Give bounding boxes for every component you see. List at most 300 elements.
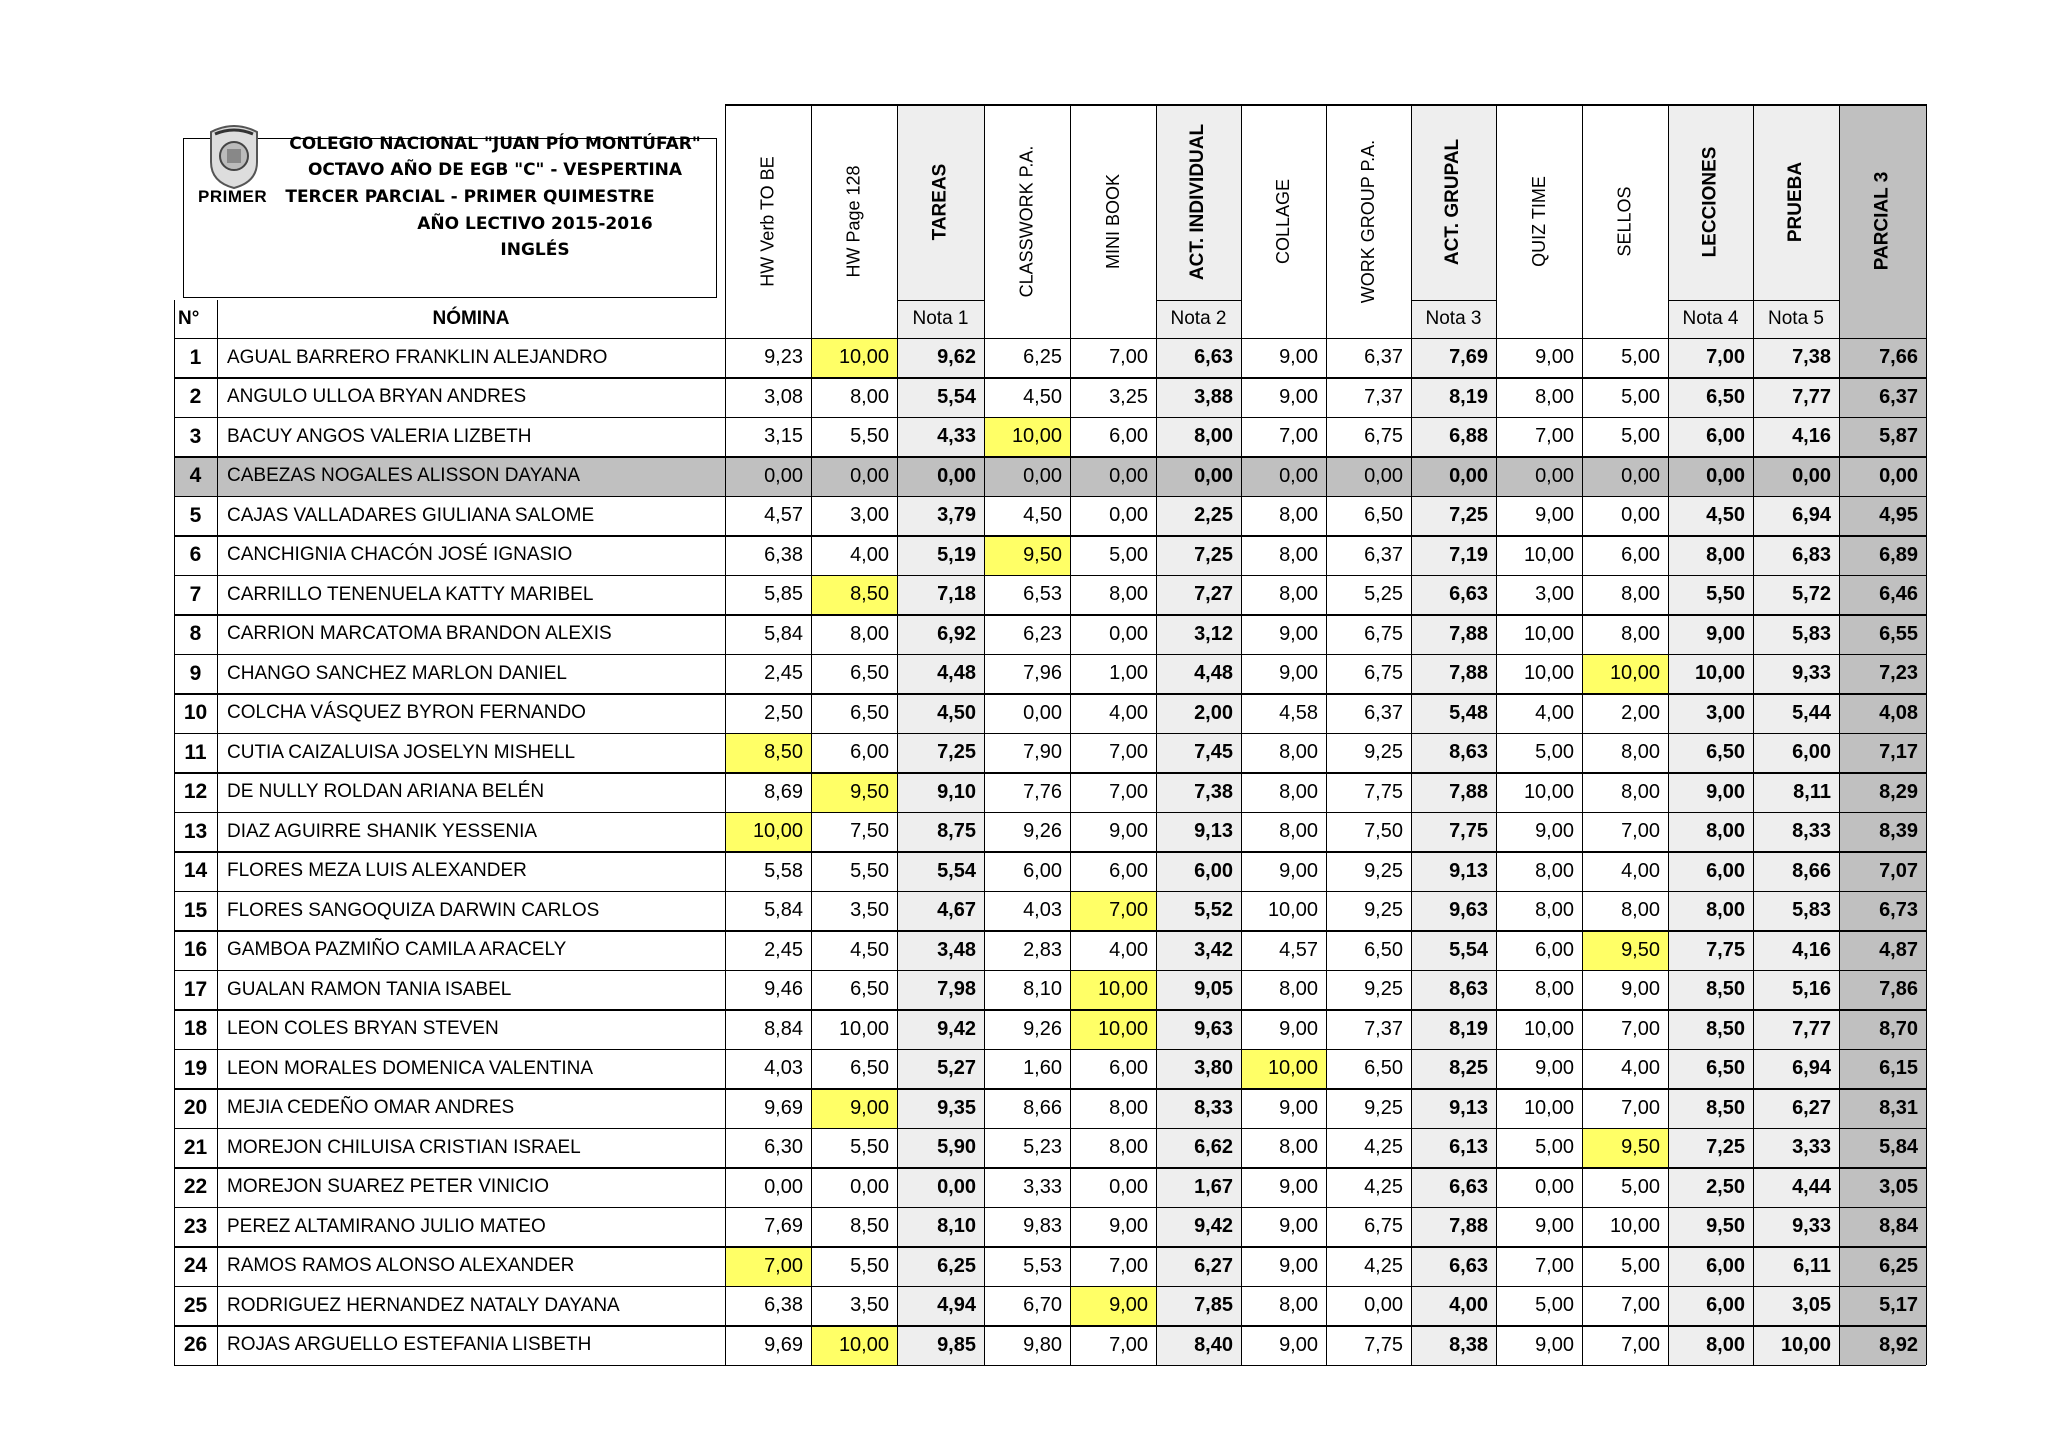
row-number: 26 xyxy=(183,1333,208,1357)
grade-cell: 2,45 xyxy=(764,938,803,961)
grade-cell: 8,50 xyxy=(850,1215,889,1238)
grade-cell: 7,25 xyxy=(937,741,976,764)
column-header xyxy=(1753,104,1839,300)
student-name: MOREJON CHILUISA CRISTIAN ISRAEL xyxy=(227,1136,581,1158)
column-header-label: ACT. INDIVIDUAL xyxy=(1187,123,1209,281)
grade-cell: 7,69 xyxy=(764,1215,803,1238)
grid-line xyxy=(1411,104,1413,1365)
grade-cell: 4,50 xyxy=(1023,504,1062,527)
grade-cell: 6,00 xyxy=(850,741,889,764)
grade-cell: 9,00 xyxy=(811,1089,897,1129)
grade-cell: 4,25 xyxy=(1364,1175,1403,1198)
grade-cell: 5,50 xyxy=(850,425,889,448)
grade-cell: 8,00 xyxy=(1279,780,1318,803)
grade-cell: 4,57 xyxy=(1279,938,1318,961)
grade-cell: 7,98 xyxy=(937,978,976,1001)
grid-line xyxy=(174,377,1926,379)
grade-cell: 8,11 xyxy=(1793,780,1831,803)
student-name: FLORES SANGOQUIZA DARWIN CARLOS xyxy=(227,899,600,921)
grade-cell: 0,00 xyxy=(1109,1175,1148,1198)
grade-cell: 7,07 xyxy=(1879,859,1918,882)
grade-cell: 8,70 xyxy=(1879,1017,1918,1040)
grade-cell: 8,00 xyxy=(1279,820,1318,843)
grade-cell: 4,08 xyxy=(1879,701,1918,724)
grade-cell: 7,69 xyxy=(1449,346,1488,369)
grade-cell: 0,00 xyxy=(1621,464,1660,487)
grade-cell: 6,63 xyxy=(1449,583,1488,606)
column-header xyxy=(1156,104,1241,300)
grid-line xyxy=(174,417,1926,419)
grade-cell: 0,00 xyxy=(1364,1294,1403,1317)
grade-cell: 9,00 xyxy=(1279,1333,1318,1356)
grid-line xyxy=(1156,104,1158,1365)
subject-title: INGLÉS xyxy=(500,240,570,260)
grid-line xyxy=(174,496,1926,498)
grid-line xyxy=(174,851,1926,853)
grade-cell: 6,37 xyxy=(1364,701,1403,724)
grade-cell: 4,00 xyxy=(1621,859,1660,882)
row-number: 25 xyxy=(183,1293,208,1317)
grade-cell: 3,33 xyxy=(1023,1175,1062,1198)
grade-cell: 6,73 xyxy=(1879,899,1918,922)
grade-cell: 7,25 xyxy=(1706,1136,1745,1159)
row-number: 12 xyxy=(183,780,208,804)
grade-cell: 9,00 xyxy=(1535,1215,1574,1238)
row-number: 1 xyxy=(189,345,202,369)
grade-cell: 7,75 xyxy=(1364,780,1403,803)
grade-cell: 6,00 xyxy=(1535,938,1574,961)
grade-cell: 6,50 xyxy=(850,1057,889,1080)
number-header: N° xyxy=(178,308,200,329)
grade-cell: 10,00 xyxy=(1267,899,1318,922)
grade-cell: 6,75 xyxy=(1364,425,1403,448)
school-seal-icon xyxy=(205,122,263,190)
grade-cell: 5,50 xyxy=(850,1254,889,1277)
grade-cell: 8,00 xyxy=(1279,1294,1318,1317)
grade-cell: 8,33 xyxy=(1792,820,1831,843)
grade-cell: 6,38 xyxy=(764,1294,803,1317)
grade-cell: 7,88 xyxy=(1449,1215,1488,1238)
grade-cell: 6,50 xyxy=(1364,504,1403,527)
grade-cell: 6,00 xyxy=(1109,1057,1148,1080)
grade-cell: 6,89 xyxy=(1879,543,1918,566)
grade-cell: 4,33 xyxy=(937,425,976,448)
grade-cell: 4,87 xyxy=(1879,938,1918,961)
grade-cell: 9,00 xyxy=(1621,978,1660,1001)
grade-cell: 5,00 xyxy=(1535,741,1574,764)
grid-line xyxy=(1582,104,1584,1365)
grade-cell: 5,84 xyxy=(764,899,803,922)
grid-line xyxy=(174,338,1926,340)
grade-cell: 7,50 xyxy=(850,820,889,843)
grade-cell: 10,00 xyxy=(811,1326,897,1366)
grid-line xyxy=(1241,104,1243,1365)
grade-cell: 4,44 xyxy=(1792,1175,1831,1198)
grade-cell: 8,00 xyxy=(1706,543,1745,566)
grade-cell: 3,25 xyxy=(1109,385,1148,408)
student-name: CHANGO SANCHEZ MARLON DANIEL xyxy=(227,662,567,684)
grade-cell: 0,00 xyxy=(764,464,803,487)
grade-cell: 3,05 xyxy=(1792,1294,1831,1317)
grade-cell: 5,00 xyxy=(1621,1175,1660,1198)
grid-line xyxy=(725,104,727,1365)
grade-cell: 7,88 xyxy=(1449,622,1488,645)
row-number: 4 xyxy=(189,464,202,488)
grade-cell: 6,00 xyxy=(1023,859,1062,882)
period-title: TERCER PARCIAL - PRIMER QUIMESTRE xyxy=(285,187,655,207)
grade-cell: 0,00 xyxy=(1109,504,1148,527)
grade-cell: 3,80 xyxy=(1194,1057,1233,1080)
grade-cell: 8,69 xyxy=(764,780,803,803)
grade-cell: 10,00 xyxy=(1523,1096,1574,1119)
grid-line xyxy=(811,104,813,1365)
grade-cell: 9,00 xyxy=(1535,346,1574,369)
nota-label: Nota 3 xyxy=(1425,308,1482,329)
grade-cell: 3,05 xyxy=(1879,1175,1918,1198)
grade-cell: 10,00 xyxy=(1523,1017,1574,1040)
grade-cell: 6,30 xyxy=(764,1136,803,1159)
grade-cell: 5,90 xyxy=(937,1136,976,1159)
grade-cell: 7,45 xyxy=(1194,741,1233,764)
column-header-label: COLLAGE xyxy=(1273,178,1294,264)
grade-cell: 9,42 xyxy=(937,1017,976,1040)
grade-cell: 0,00 xyxy=(850,1175,889,1198)
grid-line xyxy=(1411,300,1496,301)
grade-cell: 8,00 xyxy=(1535,385,1574,408)
grade-cell: 10,00 xyxy=(1582,654,1668,694)
grade-cell: 7,17 xyxy=(1879,741,1918,764)
grid-line xyxy=(174,1088,1926,1090)
grade-cell: 9,25 xyxy=(1364,741,1403,764)
grade-cell: 0,00 xyxy=(764,1175,803,1198)
grade-cell: 4,50 xyxy=(937,701,976,724)
grade-cell: 9,50 xyxy=(984,536,1070,576)
grade-cell: 7,77 xyxy=(1792,385,1831,408)
grade-cell: 5,00 xyxy=(1621,425,1660,448)
grade-cell: 9,62 xyxy=(937,346,976,369)
row-number: 23 xyxy=(183,1214,208,1238)
column-header xyxy=(1070,104,1156,338)
grade-cell: 6,75 xyxy=(1364,662,1403,685)
grade-cell: 9,26 xyxy=(1023,820,1062,843)
grade-cell: 6,00 xyxy=(1706,425,1745,448)
name-header: NÓMINA xyxy=(432,308,510,329)
grade-cell: 9,50 xyxy=(1582,931,1668,971)
grid-line xyxy=(1070,104,1072,1365)
grade-cell: 9,33 xyxy=(1792,1215,1831,1238)
grid-line xyxy=(174,1246,1926,1248)
row-number: 2 xyxy=(189,385,202,409)
grade-cell: 5,16 xyxy=(1792,978,1831,1001)
grade-cell: 6,27 xyxy=(1792,1096,1831,1119)
student-name: RODRIGUEZ HERNANDEZ NATALY DAYANA xyxy=(227,1294,620,1316)
grade-cell: 7,00 xyxy=(1621,1294,1660,1317)
column-header xyxy=(1496,104,1582,338)
grade-cell: 10,00 xyxy=(1694,662,1745,685)
grade-cell: 6,50 xyxy=(850,978,889,1001)
grade-cell: 5,52 xyxy=(1194,899,1233,922)
grade-cell: 3,12 xyxy=(1194,622,1233,645)
grade-cell: 7,18 xyxy=(937,583,976,606)
student-name: CARRILLO TENENUELA KATTY MARIBEL xyxy=(227,583,594,605)
grade-cell: 5,44 xyxy=(1792,701,1831,724)
grade-cell: 0,00 xyxy=(1621,504,1660,527)
grade-cell: 8,00 xyxy=(1535,978,1574,1001)
grade-cell: 4,58 xyxy=(1279,701,1318,724)
column-header-label: CLASSWORK P.A. xyxy=(1016,145,1037,297)
grade-cell: 7,76 xyxy=(1023,780,1062,803)
grade-cell: 8,31 xyxy=(1879,1096,1918,1119)
grade-cell: 9,00 xyxy=(1535,1333,1574,1356)
row-number: 20 xyxy=(183,1096,208,1120)
grade-cell: 4,00 xyxy=(1535,701,1574,724)
grade-cell: 9,00 xyxy=(1706,622,1745,645)
grade-cell: 6,62 xyxy=(1194,1136,1233,1159)
grade-cell: 3,50 xyxy=(850,899,889,922)
grade-cell: 6,46 xyxy=(1879,583,1918,606)
student-name: PEREZ ALTAMIRANO JULIO MATEO xyxy=(227,1215,546,1237)
column-header xyxy=(897,104,984,300)
grade-cell: 2,83 xyxy=(1023,938,1062,961)
grid-line xyxy=(174,575,1926,577)
grade-cell: 6,50 xyxy=(850,662,889,685)
grade-cell: 7,75 xyxy=(1449,820,1488,843)
grade-cell: 5,84 xyxy=(1879,1136,1918,1159)
grade-cell: 9,00 xyxy=(1535,1057,1574,1080)
row-number: 7 xyxy=(189,582,202,606)
student-name: CAJAS VALLADARES GIULIANA SALOME xyxy=(227,504,595,526)
grade-cell: 5,85 xyxy=(764,583,803,606)
grade-cell: 9,23 xyxy=(764,346,803,369)
grade-cell: 10,00 xyxy=(725,812,811,852)
grade-cell: 5,50 xyxy=(850,859,889,882)
grade-cell: 4,48 xyxy=(937,662,976,685)
grade-cell: 8,50 xyxy=(1706,1096,1745,1119)
grade-cell: 5,54 xyxy=(937,859,976,882)
grade-cell: 6,00 xyxy=(1621,543,1660,566)
grade-cell: 7,23 xyxy=(1879,662,1918,685)
student-name: CUTIA CAIZALUISA JOSELYN MISHELL xyxy=(227,741,576,763)
grade-cell: 9,00 xyxy=(1279,622,1318,645)
grid-line xyxy=(1926,104,1928,1365)
grade-cell: 9,25 xyxy=(1364,1096,1403,1119)
grid-line xyxy=(1668,104,1670,1365)
column-header-label: QUIZ TIME xyxy=(1528,175,1549,267)
grade-cell: 8,39 xyxy=(1879,820,1918,843)
grade-cell: 8,00 xyxy=(1706,899,1745,922)
grade-cell: 8,00 xyxy=(1279,543,1318,566)
school-name: COLEGIO NACIONAL "JUAN PÍO MONTÚFAR" xyxy=(289,134,701,154)
grade-cell: 9,85 xyxy=(937,1333,976,1356)
grade-cell: 8,00 xyxy=(1706,1333,1745,1356)
row-number: 17 xyxy=(183,977,208,1001)
grade-cell: 6,37 xyxy=(1879,385,1918,408)
grade-cell: 5,83 xyxy=(1792,622,1831,645)
grade-cell: 6,94 xyxy=(1792,504,1831,527)
grade-cell: 6,00 xyxy=(1109,425,1148,448)
grade-cell: 6,63 xyxy=(1194,346,1233,369)
grade-cell: 5,17 xyxy=(1879,1294,1918,1317)
grade-cell: 4,16 xyxy=(1792,425,1831,448)
nota-label: Nota 4 xyxy=(1682,308,1739,329)
grid-line xyxy=(174,930,1926,932)
grade-cell: 8,10 xyxy=(1023,978,1062,1001)
grade-cell: 7,75 xyxy=(1364,1333,1403,1356)
grade-cell: 9,05 xyxy=(1194,978,1233,1001)
grade-cell: 9,50 xyxy=(1706,1215,1745,1238)
grade-cell: 6,50 xyxy=(1364,1057,1403,1080)
grade-cell: 3,48 xyxy=(937,938,976,961)
grade-cell: 6,00 xyxy=(1706,1254,1745,1277)
grade-cell: 0,00 xyxy=(937,464,976,487)
student-name: FLORES MEZA LUIS ALEXANDER xyxy=(227,860,527,882)
grade-cell: 6,13 xyxy=(1449,1136,1488,1159)
grade-cell: 7,37 xyxy=(1364,385,1403,408)
grade-cell: 6,92 xyxy=(937,622,976,645)
grade-cell: 8,00 xyxy=(1621,583,1660,606)
column-header xyxy=(811,104,897,338)
grade-cell: 7,00 xyxy=(1109,346,1148,369)
grade-cell: 9,25 xyxy=(1364,899,1403,922)
student-name: CANCHIGNIA CHACÓN JOSÉ IGNASIO xyxy=(227,544,573,566)
grid-line xyxy=(1753,300,1839,301)
grade-cell: 5,25 xyxy=(1364,583,1403,606)
grade-cell: 8,92 xyxy=(1879,1333,1918,1356)
grade-cell: 9,69 xyxy=(764,1096,803,1119)
grade-cell: 8,00 xyxy=(1279,978,1318,1001)
grade-cell: 5,50 xyxy=(1706,583,1745,606)
grade-cell: 8,19 xyxy=(1449,385,1488,408)
grid-line xyxy=(174,733,1926,735)
grid-line xyxy=(174,1207,1926,1209)
grade-cell: 0,00 xyxy=(1792,464,1831,487)
grade-cell: 3,00 xyxy=(850,504,889,527)
grade-cell: 3,79 xyxy=(937,504,976,527)
grade-cell: 7,00 xyxy=(725,1247,811,1287)
grade-cell: 9,83 xyxy=(1023,1215,1062,1238)
grade-cell: 6,25 xyxy=(1023,346,1062,369)
grade-cell: 6,37 xyxy=(1364,543,1403,566)
grade-cell: 7,38 xyxy=(1792,346,1831,369)
grade-cell: 8,00 xyxy=(1109,583,1148,606)
grade-cell: 8,75 xyxy=(937,820,976,843)
grade-cell: 8,00 xyxy=(1706,820,1745,843)
grade-cell: 8,50 xyxy=(725,733,811,773)
grade-cell: 8,00 xyxy=(1279,504,1318,527)
column-header xyxy=(725,104,811,338)
grade-cell: 7,27 xyxy=(1194,583,1233,606)
grid-line xyxy=(1496,104,1498,1365)
grade-cell: 8,25 xyxy=(1449,1057,1488,1080)
grade-cell: 9,00 xyxy=(1109,1215,1148,1238)
grade-cell: 5,00 xyxy=(1535,1136,1574,1159)
grid-line xyxy=(174,1325,1926,1327)
grade-cell: 10,00 xyxy=(1523,662,1574,685)
grade-cell: 4,50 xyxy=(1706,504,1745,527)
student-name: LEON MORALES DOMENICA VALENTINA xyxy=(227,1057,594,1079)
grade-cell: 7,00 xyxy=(1706,346,1745,369)
student-name: DE NULLY ROLDAN ARIANA BELÉN xyxy=(227,781,545,803)
row-number: 11 xyxy=(184,740,207,764)
grade-cell: 5,00 xyxy=(1535,1294,1574,1317)
grid-line xyxy=(174,456,1926,458)
column-header-label: PARCIAL 3 xyxy=(1871,171,1893,271)
grade-cell: 6,70 xyxy=(1023,1294,1062,1317)
grade-cell: 9,25 xyxy=(1364,978,1403,1001)
grade-cell: 7,00 xyxy=(1621,1017,1660,1040)
grade-cell: 3,08 xyxy=(764,385,803,408)
grade-cell: 8,00 xyxy=(1621,899,1660,922)
column-header-label: HW Verb TO BE xyxy=(757,155,778,287)
grade-cell: 0,00 xyxy=(1535,1175,1574,1198)
grade-cell: 8,00 xyxy=(1535,899,1574,922)
grade-cell: 8,19 xyxy=(1449,1017,1488,1040)
student-name: MEJIA CEDEÑO OMAR ANDRES xyxy=(227,1097,515,1119)
grade-cell: 6,50 xyxy=(1364,938,1403,961)
grade-cell: 6,37 xyxy=(1364,346,1403,369)
grade-cell: 1,60 xyxy=(1023,1057,1062,1080)
grade-cell: 6,50 xyxy=(850,701,889,724)
grade-cell: 10,00 xyxy=(1780,1333,1831,1356)
grade-cell: 9,50 xyxy=(811,773,897,813)
grade-cell: 8,10 xyxy=(937,1215,976,1238)
grade-cell: 0,00 xyxy=(1449,464,1488,487)
grade-cell: 9,00 xyxy=(1706,780,1745,803)
grade-cell: 8,50 xyxy=(811,575,897,615)
grade-cell: 0,00 xyxy=(1879,464,1918,487)
grade-cell: 3,00 xyxy=(1535,583,1574,606)
grade-cell: 2,50 xyxy=(764,701,803,724)
grade-cell: 8,00 xyxy=(1621,622,1660,645)
column-header-label: SELLOS xyxy=(1614,185,1635,257)
column-header xyxy=(1241,104,1326,338)
grid-line xyxy=(174,1286,1926,1288)
grade-cell: 4,00 xyxy=(1109,701,1148,724)
grade-cell: 5,00 xyxy=(1621,385,1660,408)
student-name: MOREJON SUAREZ PETER VINICIO xyxy=(227,1176,549,1198)
grade-cell: 7,86 xyxy=(1879,978,1918,1001)
grid-line xyxy=(897,300,984,301)
grade-cell: 2,50 xyxy=(1706,1175,1745,1198)
grade-cell: 10,00 xyxy=(1523,543,1574,566)
grade-cell: 4,00 xyxy=(1621,1057,1660,1080)
grid-line xyxy=(174,1128,1926,1130)
grade-cell: 7,00 xyxy=(1109,1254,1148,1277)
grade-cell: 8,38 xyxy=(1449,1333,1488,1356)
grade-cell: 6,75 xyxy=(1364,1215,1403,1238)
student-name: ROJAS ARGUELLO ESTEFANIA LISBETH xyxy=(227,1334,592,1356)
grade-cell: 8,84 xyxy=(1879,1215,1918,1238)
grade-cell: 0,00 xyxy=(1023,701,1062,724)
grade-cell: 6,25 xyxy=(937,1254,976,1277)
row-number: 15 xyxy=(183,898,208,922)
grade-cell: 6,15 xyxy=(1879,1057,1918,1080)
grade-cell: 8,00 xyxy=(1621,741,1660,764)
grade-cell: 0,00 xyxy=(1109,622,1148,645)
grade-cell: 9,00 xyxy=(1279,1017,1318,1040)
grade-cell: 5,83 xyxy=(1792,899,1831,922)
grade-cell: 8,84 xyxy=(764,1017,803,1040)
grade-cell: 8,63 xyxy=(1449,978,1488,1001)
grid-line xyxy=(725,104,1926,106)
grade-cell: 4,48 xyxy=(1194,662,1233,685)
grade-cell: 0,00 xyxy=(1023,464,1062,487)
grade-cell: 4,67 xyxy=(937,899,976,922)
school-abbr: PRIMER xyxy=(198,187,268,206)
grade-cell: 6,00 xyxy=(1792,741,1831,764)
column-header-label: ACT. GRUPAL xyxy=(1442,138,1464,266)
grade-cell: 0,00 xyxy=(937,1175,976,1198)
